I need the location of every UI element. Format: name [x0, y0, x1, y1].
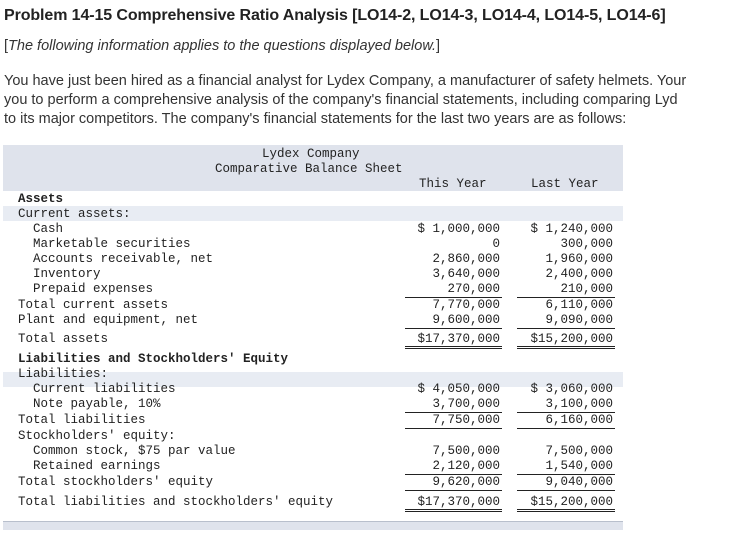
table-row: [3, 267, 623, 282]
row-label: Total current assets: [18, 298, 169, 312]
table-row: [3, 252, 623, 267]
value-this-year: 270,000: [403, 282, 500, 296]
value-last-year: 3,100,000: [515, 397, 613, 411]
table-row: [3, 459, 623, 474]
section-heading: Assets: [18, 192, 64, 206]
value-last-year: $15,200,000: [515, 495, 613, 509]
value-this-year: 3,640,000: [432, 267, 500, 281]
table-footer-band: [3, 521, 623, 530]
problem-title: Problem 14-15 Comprehensive Ratio Analysis [LO14-2, LO14-3, LO14-4, LO14-5, LO14-6]: [4, 7, 666, 24]
value-this-year: 9,620,000: [403, 475, 500, 489]
statement-title: Comparative Balance Sheet: [215, 162, 403, 176]
table-row: [3, 207, 623, 222]
intro-line: you to perform a comprehensive analysis of the company's financial statements, including comparing Lyd: [4, 92, 678, 108]
value-last-year: 1,540,000: [515, 459, 613, 473]
intro-paragraph: [4, 72, 736, 129]
value-last-year: 7,500,000: [545, 444, 613, 458]
value-last-year: 210,000: [515, 282, 613, 296]
value-this-year: 2,860,000: [432, 252, 500, 266]
value-this-year: 9,600,000: [403, 313, 500, 327]
row-label: Note payable, 10%: [33, 397, 161, 411]
row-label: Cash: [33, 222, 64, 236]
value-this-year: 7,750,000: [403, 413, 500, 427]
table-row: [3, 313, 623, 328]
bracket-note: [The following information applies to the questions displayed below.]: [4, 38, 441, 54]
row-label: Accounts receivable, net: [33, 252, 214, 266]
row-label: Total assets: [18, 332, 109, 346]
bracket-note-text: The following information applies to the questions displayed below.: [8, 38, 437, 54]
section-heading: Liabilities and Stockholders' Equity: [18, 352, 289, 366]
company-name: Lydex Company: [262, 147, 360, 161]
table-row: [3, 382, 623, 397]
value-this-year: 2,120,000: [403, 459, 500, 473]
value-last-year: 6,110,000: [545, 298, 613, 312]
balance-sheet-table: [3, 145, 623, 531]
value-this-year: 3,700,000: [403, 397, 500, 411]
value-last-year: 6,160,000: [515, 413, 613, 427]
table-row: [3, 397, 623, 412]
row-label: Stockholders' equity:: [18, 429, 176, 443]
table-row: [3, 222, 623, 237]
row-label: Prepaid expenses: [33, 282, 154, 296]
row-label: Liabilities:: [18, 367, 109, 381]
col-header-last-year: Last Year: [531, 177, 599, 191]
value-last-year: $15,200,000: [515, 332, 613, 346]
row-label: Plant and equipment, net: [18, 313, 199, 327]
value-last-year: 9,090,000: [515, 313, 613, 327]
value-last-year: 300,000: [560, 237, 613, 251]
value-this-year: $ 4,050,000: [417, 382, 500, 396]
table-row: [3, 413, 623, 428]
table-row: [3, 237, 623, 252]
value-this-year: $ 1,000,000: [417, 222, 500, 236]
row-label: Marketable securities: [33, 237, 191, 251]
row-label: Current assets:: [18, 207, 131, 221]
value-last-year: 2,400,000: [545, 267, 613, 281]
intro-line: to its major competitors. The company's financial statements for the last two years are as follows:: [4, 111, 627, 127]
table-row: [3, 352, 623, 367]
value-this-year: $17,370,000: [403, 495, 500, 509]
value-last-year: 9,040,000: [515, 475, 613, 489]
value-last-year: 1,960,000: [545, 252, 613, 266]
table-row: [3, 444, 623, 459]
row-label: Total liabilities: [18, 413, 146, 427]
row-label: Total liabilities and stockholders' equity: [18, 495, 334, 509]
value-this-year: 7,770,000: [432, 298, 500, 312]
table-row: [3, 332, 623, 347]
row-label: Total stockholders' equity: [18, 475, 214, 489]
value-last-year: $ 3,060,000: [530, 382, 613, 396]
table-row: [3, 367, 623, 382]
table-row: [3, 282, 623, 297]
row-label: Inventory: [33, 267, 101, 281]
table-row: [3, 475, 623, 490]
intro-line: You have just been hired as a financial analyst for Lydex Company, a manufacturer of safety helmets. Your: [4, 73, 687, 89]
value-this-year: $17,370,000: [403, 332, 500, 346]
value-this-year: 7,500,000: [432, 444, 500, 458]
col-header-this-year: This Year: [419, 177, 487, 191]
table-row: [3, 298, 623, 313]
table-row: [3, 192, 623, 207]
row-label: Current liabilities: [33, 382, 176, 396]
value-this-year: 0: [492, 237, 500, 251]
table-row: [3, 495, 623, 510]
table-row: [3, 429, 623, 444]
row-label: Retained earnings: [33, 459, 161, 473]
row-label: Common stock, $75 par value: [33, 444, 236, 458]
value-last-year: $ 1,240,000: [530, 222, 613, 236]
